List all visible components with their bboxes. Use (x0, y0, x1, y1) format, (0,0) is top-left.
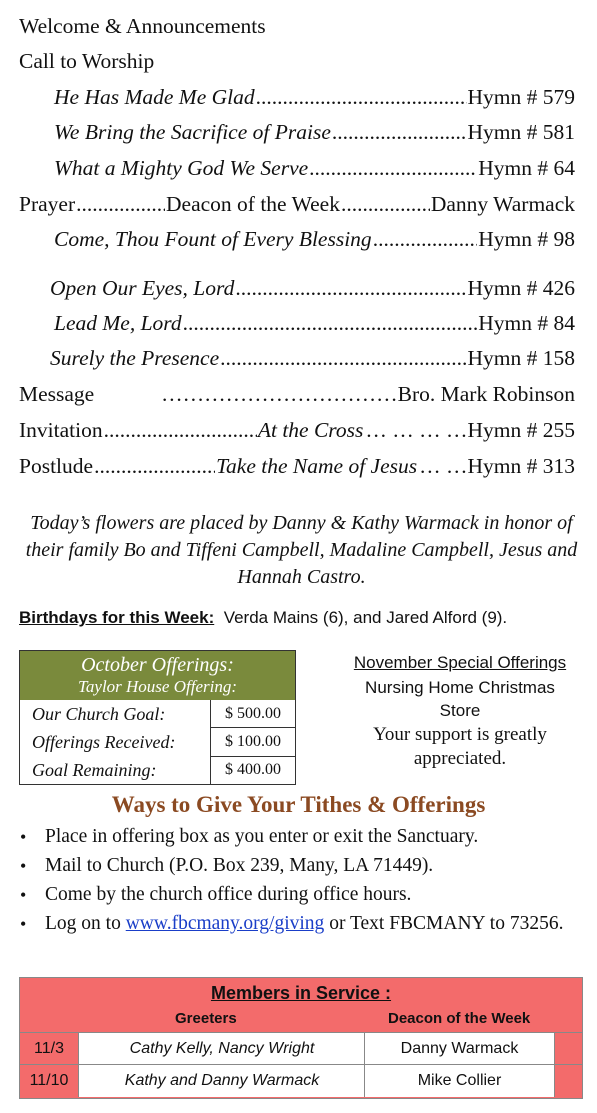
leader-dots (94, 454, 215, 479)
text-instructions: or Text FBCMANY to 73256. (324, 913, 564, 934)
log-on-text: Log on to (45, 913, 126, 934)
leader-dots (341, 192, 430, 217)
prayer-role: Deacon of the Week (166, 192, 340, 216)
row-deacon: Danny Warmack (364, 1033, 555, 1065)
offerings-row-value: $ 400.00 (210, 756, 295, 784)
hymn-title: Lead Me, Lord (54, 311, 182, 335)
invitation-dots: … … … … (365, 418, 468, 442)
hymn-title: Come, Thou Fount of Every Blessing (54, 227, 372, 251)
leader-dots (183, 311, 478, 336)
hymn-number: Hymn # 579 (467, 85, 575, 109)
postlude-title: Take the Name of Jesus (216, 454, 418, 478)
leader-dots (373, 227, 478, 252)
greeters-header: Greeters (175, 1010, 237, 1027)
hymn-line-3 (54, 156, 575, 181)
deacon-header: Deacon of the Week (388, 1010, 531, 1027)
hymn-line-2 (54, 120, 575, 145)
offerings-title: October Offerings: (81, 654, 234, 676)
ways-to-give-list (20, 824, 580, 940)
bullet-icon: • (20, 914, 27, 934)
hymn-line-1 (54, 85, 575, 110)
members-title: Members in Service : (210, 983, 392, 1003)
message-name: Bro. Mark Robinson (397, 382, 575, 406)
message-label: Message (19, 382, 95, 406)
invitation-title: At the Cross (257, 418, 364, 442)
list-item (20, 882, 580, 908)
list-item-text: Place in offering box as you enter or exit the Sanctuary. (45, 826, 479, 847)
november-offerings (310, 653, 597, 771)
leader-dots (220, 346, 466, 371)
invitation-line (19, 418, 575, 443)
postlude-hymn: Hymn # 313 (467, 454, 575, 478)
postlude-line (19, 454, 575, 479)
postlude-dots: … … (419, 454, 468, 478)
list-item (20, 853, 580, 879)
hymn-line-5 (50, 276, 575, 301)
november-line-2: Store (439, 701, 481, 720)
bullet-icon: • (20, 885, 27, 905)
hymn-title: What a Mighty God We Serve (54, 156, 309, 180)
leader-dots (256, 85, 467, 110)
leader-dots (104, 418, 257, 443)
november-title: November Special Offerings (353, 653, 567, 672)
offerings-row (20, 728, 295, 756)
hymn-title: He Has Made Me Glad (54, 85, 255, 109)
members-in-service-table (19, 977, 583, 1099)
welcome-text: Welcome & Announcements (19, 14, 266, 38)
invitation-hymn: Hymn # 255 (467, 418, 575, 442)
offerings-header (20, 651, 295, 700)
prayer-label: Prayer (19, 192, 76, 216)
call-text: Call to Worship (19, 49, 155, 73)
hymn-number: Hymn # 158 (467, 346, 575, 370)
hymn-title: We Bring the Sacrifice of Praise (54, 120, 331, 144)
offerings-row (20, 756, 295, 784)
hymn-number: Hymn # 64 (478, 156, 575, 180)
message-dots: …………………………… (161, 382, 398, 406)
offerings-row-label: Offerings Received: (32, 731, 176, 752)
list-item-text (45, 911, 563, 937)
flowers-note: Today’s flowers are placed by Danny & Kathy Warmack in honor of their family Bo and Tiffeni Campbell, Madaline Campbell, Jesus and Hannah Castro. (25, 512, 578, 588)
bullet-icon: • (20, 856, 27, 876)
row-greeters: Cathy Kelly, Nancy Wright (78, 1033, 365, 1065)
hymn-number: Hymn # 426 (467, 276, 575, 300)
table-row (20, 1032, 582, 1065)
leader-dots (332, 120, 467, 145)
hymn-title: Open Our Eyes, Lord (50, 276, 235, 300)
giving-link[interactable]: www.fbcmany.org/giving (125, 913, 325, 934)
prayer-name: Danny Warmack (430, 192, 575, 216)
offerings-subtitle: Taylor House Offering: (78, 677, 237, 696)
birthdays-label: Birthdays for this Week: (19, 608, 215, 627)
birthdays-text: Verda Mains (6), and Jared Alford (9). (223, 608, 508, 627)
offerings-row (20, 700, 295, 728)
postlude-label: Postlude (19, 454, 94, 478)
row-deacon: Mike Collier (364, 1065, 555, 1097)
hymn-line-7 (50, 346, 575, 371)
november-message: Your support is greatly appreciated. (373, 724, 547, 769)
list-item (20, 824, 580, 850)
hymn-line-6 (54, 311, 575, 336)
hymn-title: Surely the Presence (50, 346, 220, 370)
bullet-icon: • (20, 827, 27, 847)
list-item-text: Mail to Church (P.O. Box 239, Many, LA 71449). (45, 855, 434, 876)
list-item (20, 911, 580, 937)
ways-to-give-title: Ways to Give Your Tithes & Offerings (111, 792, 486, 817)
offerings-table (19, 650, 296, 785)
offerings-row-value: $ 500.00 (210, 700, 295, 728)
invitation-label: Invitation (19, 418, 103, 442)
hymn-number: Hymn # 84 (478, 311, 575, 335)
table-row (20, 1064, 582, 1097)
leader-dots (76, 192, 165, 217)
welcome-line (19, 14, 575, 39)
offerings-row-label: Our Church Goal: (32, 703, 166, 724)
row-greeters: Kathy and Danny Warmack (78, 1065, 365, 1097)
prayer-line (19, 192, 575, 217)
offerings-row-value: $ 100.00 (210, 727, 295, 757)
hymn-number: Hymn # 98 (478, 227, 575, 251)
offerings-row-label: Goal Remaining: (32, 759, 157, 780)
message-line (19, 382, 575, 407)
leader-dots (235, 276, 466, 301)
row-date: 11/10 (29, 1072, 69, 1089)
call-line (19, 49, 575, 74)
row-date: 11/3 (34, 1040, 64, 1057)
list-item-text: Come by the church office during office hours. (45, 884, 412, 905)
hymn-line-4 (54, 227, 575, 252)
leader-dots (309, 156, 477, 181)
hymn-number: Hymn # 581 (467, 120, 575, 144)
birthdays-line (19, 608, 507, 628)
november-line-1: Nursing Home Christmas (365, 678, 555, 697)
